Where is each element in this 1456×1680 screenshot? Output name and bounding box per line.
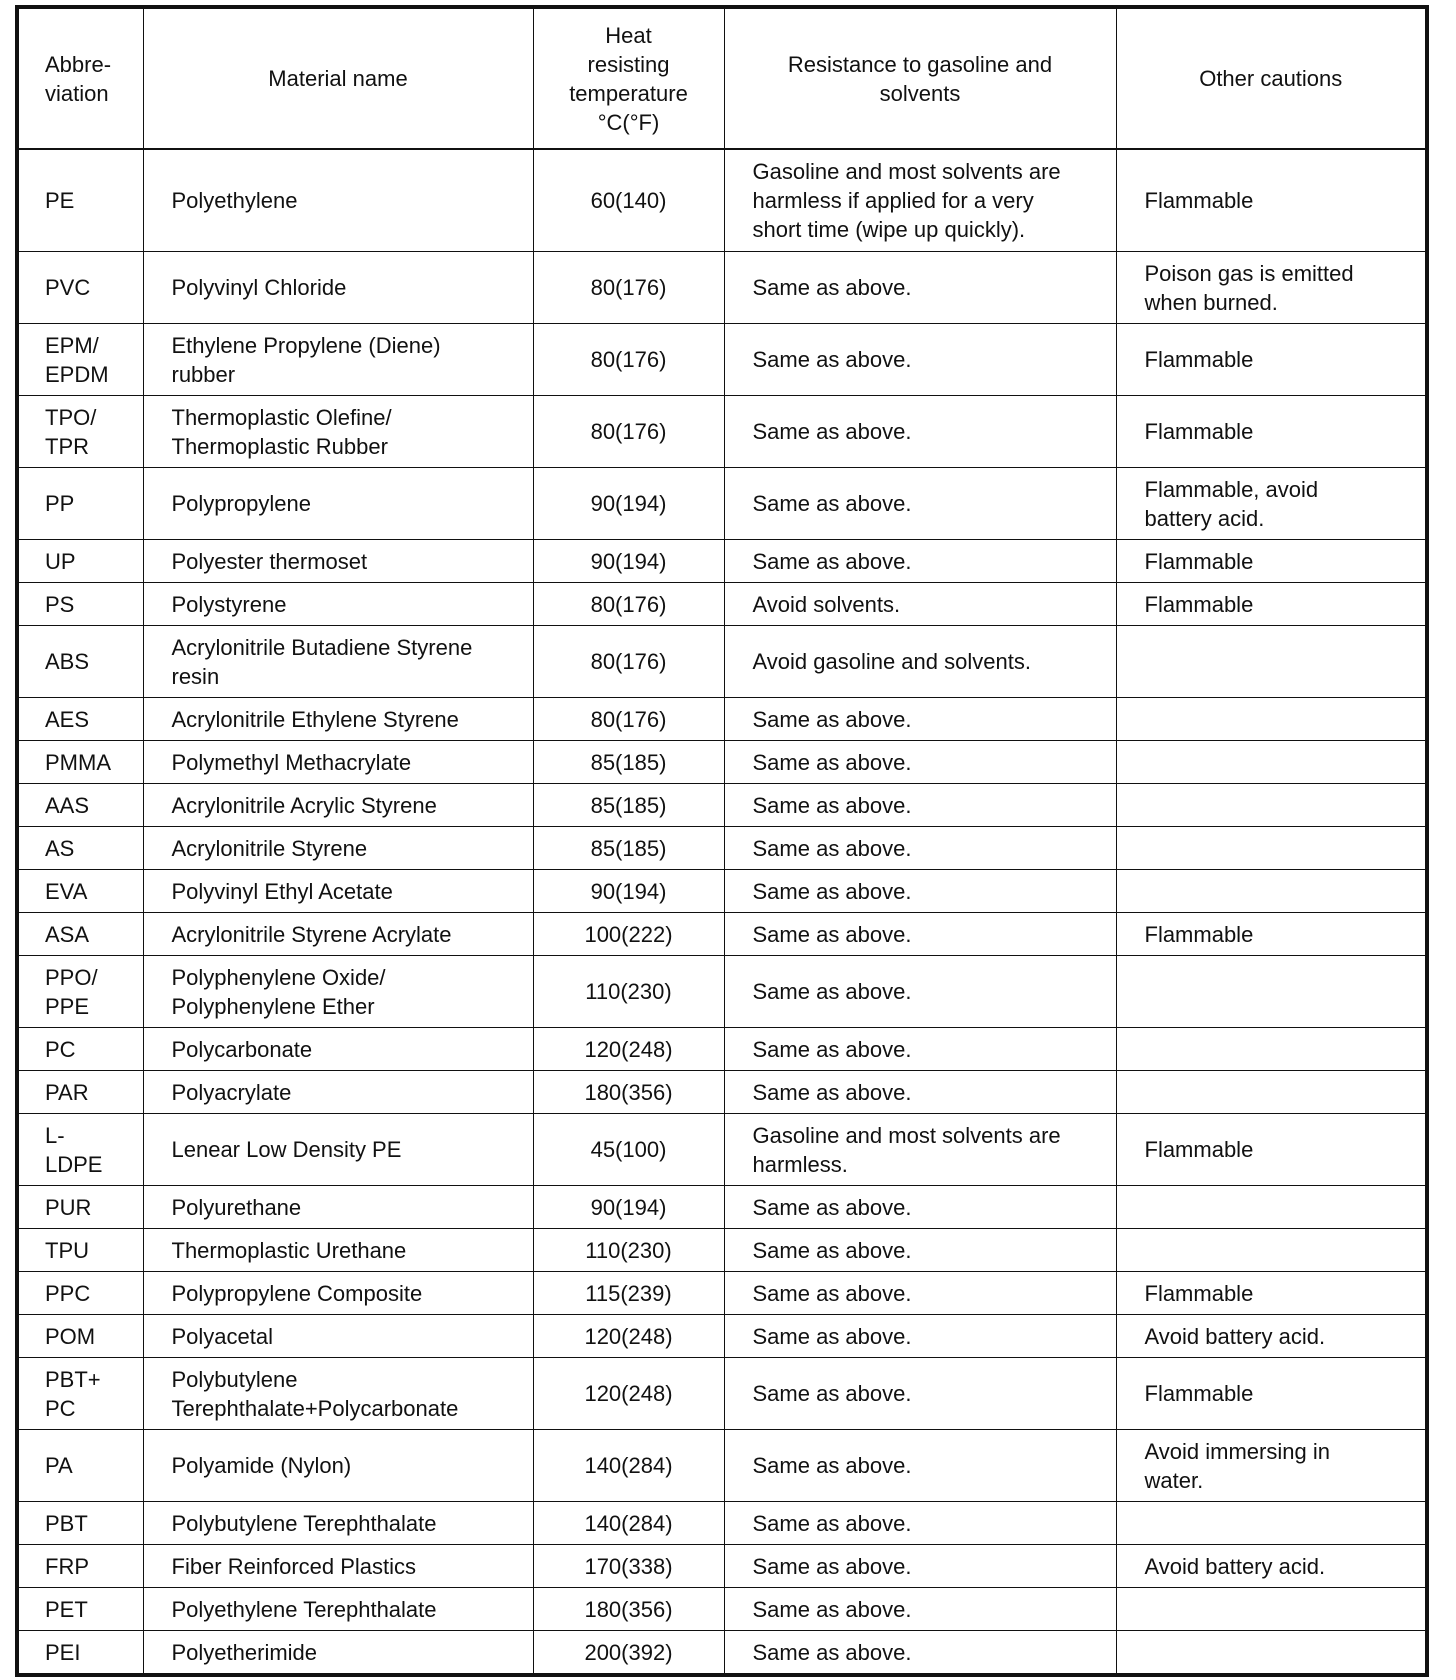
cell-abbreviation: ASA [17, 913, 143, 956]
table-row [17, 1028, 1427, 1071]
cell-material-name: Ethylene Propylene (Diene) rubber [143, 324, 533, 396]
cell-heat-resisting-temperature: 120(248) [533, 1315, 724, 1358]
cell-resistance: Same as above. [724, 1186, 1116, 1229]
cell-resistance: Same as above. [724, 396, 1116, 468]
cell-other-cautions: Flammable [1116, 149, 1427, 252]
cell-resistance: Same as above. [724, 1358, 1116, 1430]
cell-resistance: Same as above. [724, 1588, 1116, 1631]
header-material-name: Material name [143, 7, 533, 149]
cell-heat-resisting-temperature: 85(185) [533, 741, 724, 784]
cell-resistance: Same as above. [724, 827, 1116, 870]
cell-heat-resisting-temperature: 180(356) [533, 1071, 724, 1114]
cell-abbreviation: PAR [17, 1071, 143, 1114]
cell-material-name: Lenear Low Density PE [143, 1114, 533, 1186]
cell-material-name: Acrylonitrile Acrylic Styrene [143, 784, 533, 827]
cell-abbreviation: TPO/ TPR [17, 396, 143, 468]
cell-abbreviation: PS [17, 583, 143, 626]
cell-heat-resisting-temperature: 120(248) [533, 1358, 724, 1430]
cell-other-cautions: Flammable [1116, 396, 1427, 468]
cell-resistance: Gasoline and most solvents are harmless if applied for a very short time (wipe up quickly). [724, 149, 1116, 252]
cell-abbreviation: PBT [17, 1502, 143, 1545]
cell-abbreviation: TPU [17, 1229, 143, 1272]
table-row [17, 784, 1427, 827]
cell-abbreviation: POM [17, 1315, 143, 1358]
table-row [17, 870, 1427, 913]
cell-heat-resisting-temperature: 140(284) [533, 1430, 724, 1502]
cell-resistance: Same as above. [724, 1315, 1116, 1358]
cell-resistance: Same as above. [724, 324, 1116, 396]
cell-resistance: Same as above. [724, 913, 1116, 956]
cell-other-cautions [1116, 956, 1427, 1028]
cell-heat-resisting-temperature: 180(356) [533, 1588, 724, 1631]
cell-material-name: Polyphenylene Oxide/ Polyphenylene Ether [143, 956, 533, 1028]
cell-other-cautions [1116, 1186, 1427, 1229]
table-row [17, 1358, 1427, 1430]
header-row [17, 7, 1427, 149]
cell-resistance: Same as above. [724, 1071, 1116, 1114]
table-row [17, 913, 1427, 956]
header-other-cautions: Other cautions [1116, 7, 1427, 149]
cell-other-cautions: Flammable [1116, 913, 1427, 956]
table-row [17, 827, 1427, 870]
cell-resistance: Avoid gasoline and solvents. [724, 626, 1116, 698]
cell-heat-resisting-temperature: 45(100) [533, 1114, 724, 1186]
cell-other-cautions: Avoid battery acid. [1116, 1315, 1427, 1358]
cell-abbreviation: PVC [17, 252, 143, 324]
cell-other-cautions: Flammable [1116, 540, 1427, 583]
cell-heat-resisting-temperature: 100(222) [533, 913, 724, 956]
table-row [17, 396, 1427, 468]
cell-abbreviation: FRP [17, 1545, 143, 1588]
cell-resistance: Same as above. [724, 784, 1116, 827]
cell-resistance: Same as above. [724, 870, 1116, 913]
cell-material-name: Polystyrene [143, 583, 533, 626]
cell-material-name: Acrylonitrile Butadiene Styrene resin [143, 626, 533, 698]
cell-heat-resisting-temperature: 90(194) [533, 468, 724, 540]
cell-resistance: Same as above. [724, 1631, 1116, 1676]
table-row [17, 468, 1427, 540]
cell-other-cautions: Flammable [1116, 1272, 1427, 1315]
table-row [17, 540, 1427, 583]
cell-abbreviation: ABS [17, 626, 143, 698]
cell-other-cautions: Poison gas is emitted when burned. [1116, 252, 1427, 324]
cell-other-cautions [1116, 1502, 1427, 1545]
cell-other-cautions: Flammable [1116, 324, 1427, 396]
cell-resistance: Same as above. [724, 956, 1116, 1028]
cell-heat-resisting-temperature: 140(284) [533, 1502, 724, 1545]
cell-material-name: Polybutylene Terephthalate [143, 1502, 533, 1545]
cell-resistance: Same as above. [724, 1545, 1116, 1588]
table-row [17, 1272, 1427, 1315]
cell-heat-resisting-temperature: 200(392) [533, 1631, 724, 1676]
cell-heat-resisting-temperature: 110(230) [533, 1229, 724, 1272]
table-row [17, 698, 1427, 741]
cell-heat-resisting-temperature: 80(176) [533, 583, 724, 626]
cell-material-name: Polyvinyl Chloride [143, 252, 533, 324]
table-row [17, 1071, 1427, 1114]
cell-other-cautions [1116, 1071, 1427, 1114]
table-row [17, 626, 1427, 698]
table-row [17, 149, 1427, 252]
cell-other-cautions: Avoid battery acid. [1116, 1545, 1427, 1588]
cell-resistance: Same as above. [724, 1229, 1116, 1272]
cell-heat-resisting-temperature: 120(248) [533, 1028, 724, 1071]
cell-resistance: Same as above. [724, 741, 1116, 784]
cell-other-cautions: Flammable, avoid battery acid. [1116, 468, 1427, 540]
cell-heat-resisting-temperature: 80(176) [533, 252, 724, 324]
cell-other-cautions [1116, 1631, 1427, 1676]
cell-heat-resisting-temperature: 110(230) [533, 956, 724, 1028]
plastic-materials-table [15, 5, 1429, 1677]
cell-resistance: Same as above. [724, 1028, 1116, 1071]
cell-material-name: Polymethyl Methacrylate [143, 741, 533, 784]
cell-resistance: Same as above. [724, 1430, 1116, 1502]
cell-abbreviation: AS [17, 827, 143, 870]
cell-abbreviation: PP [17, 468, 143, 540]
cell-other-cautions [1116, 784, 1427, 827]
cell-resistance: Same as above. [724, 468, 1116, 540]
cell-abbreviation: PPO/ PPE [17, 956, 143, 1028]
cell-heat-resisting-temperature: 60(140) [533, 149, 724, 252]
cell-heat-resisting-temperature: 90(194) [533, 540, 724, 583]
cell-material-name: Polyvinyl Ethyl Acetate [143, 870, 533, 913]
header-heat-resisting-temperature: Heat resisting temperature °C(°F) [533, 7, 724, 149]
cell-material-name: Polyacrylate [143, 1071, 533, 1114]
cell-material-name: Polyethylene [143, 149, 533, 252]
cell-material-name: Polyurethane [143, 1186, 533, 1229]
cell-material-name: Thermoplastic Olefine/ Thermoplastic Rubber [143, 396, 533, 468]
table-row [17, 956, 1427, 1028]
table-row [17, 583, 1427, 626]
cell-abbreviation: PUR [17, 1186, 143, 1229]
table-row [17, 324, 1427, 396]
table-row [17, 1114, 1427, 1186]
cell-abbreviation: PC [17, 1028, 143, 1071]
cell-material-name: Polypropylene Composite [143, 1272, 533, 1315]
cell-abbreviation: AAS [17, 784, 143, 827]
cell-heat-resisting-temperature: 90(194) [533, 870, 724, 913]
table-row [17, 741, 1427, 784]
cell-heat-resisting-temperature: 80(176) [533, 698, 724, 741]
cell-abbreviation: PBT+ PC [17, 1358, 143, 1430]
cell-abbreviation: EVA [17, 870, 143, 913]
cell-material-name: Thermoplastic Urethane [143, 1229, 533, 1272]
cell-material-name: Polypropylene [143, 468, 533, 540]
cell-other-cautions: Flammable [1116, 583, 1427, 626]
cell-resistance: Same as above. [724, 1272, 1116, 1315]
cell-material-name: Acrylonitrile Ethylene Styrene [143, 698, 533, 741]
cell-resistance: Same as above. [724, 252, 1116, 324]
cell-abbreviation: AES [17, 698, 143, 741]
cell-material-name: Polyacetal [143, 1315, 533, 1358]
table-row [17, 1186, 1427, 1229]
cell-heat-resisting-temperature: 80(176) [533, 324, 724, 396]
table-row [17, 1545, 1427, 1588]
cell-other-cautions [1116, 1028, 1427, 1071]
cell-resistance: Same as above. [724, 698, 1116, 741]
cell-other-cautions [1116, 870, 1427, 913]
cell-heat-resisting-temperature: 90(194) [533, 1186, 724, 1229]
header-resistance-to-gasoline: Resistance to gasoline and solvents [724, 7, 1116, 149]
cell-other-cautions [1116, 827, 1427, 870]
cell-other-cautions: Flammable [1116, 1114, 1427, 1186]
table-row [17, 1588, 1427, 1631]
cell-abbreviation: PA [17, 1430, 143, 1502]
cell-material-name: Acrylonitrile Styrene [143, 827, 533, 870]
cell-heat-resisting-temperature: 170(338) [533, 1545, 724, 1588]
table-body [17, 149, 1427, 1675]
cell-material-name: Acrylonitrile Styrene Acrylate [143, 913, 533, 956]
table-row [17, 1229, 1427, 1272]
cell-heat-resisting-temperature: 80(176) [533, 626, 724, 698]
cell-heat-resisting-temperature: 80(176) [533, 396, 724, 468]
table-row [17, 1315, 1427, 1358]
cell-heat-resisting-temperature: 85(185) [533, 784, 724, 827]
table-row [17, 252, 1427, 324]
cell-other-cautions [1116, 1229, 1427, 1272]
cell-material-name: Polyethylene Terephthalate [143, 1588, 533, 1631]
cell-heat-resisting-temperature: 115(239) [533, 1272, 724, 1315]
cell-abbreviation: PEI [17, 1631, 143, 1676]
plastics-table-container [15, 5, 1429, 1677]
cell-abbreviation: EPM/ EPDM [17, 324, 143, 396]
table-row [17, 1430, 1427, 1502]
cell-other-cautions: Flammable [1116, 1358, 1427, 1430]
cell-abbreviation: PET [17, 1588, 143, 1631]
cell-material-name: Polyetherimide [143, 1631, 533, 1676]
cell-abbreviation: PMMA [17, 741, 143, 784]
cell-resistance: Same as above. [724, 540, 1116, 583]
cell-other-cautions: Avoid immersing in water. [1116, 1430, 1427, 1502]
cell-heat-resisting-temperature: 85(185) [533, 827, 724, 870]
cell-material-name: Fiber Reinforced Plastics [143, 1545, 533, 1588]
cell-other-cautions [1116, 626, 1427, 698]
cell-material-name: Polyester thermoset [143, 540, 533, 583]
cell-other-cautions [1116, 741, 1427, 784]
header-abbreviation: Abbre- viation [17, 7, 143, 149]
cell-abbreviation: UP [17, 540, 143, 583]
cell-other-cautions [1116, 1588, 1427, 1631]
cell-material-name: Polycarbonate [143, 1028, 533, 1071]
cell-abbreviation: L- LDPE [17, 1114, 143, 1186]
cell-material-name: Polybutylene Terephthalate+Polycarbonate [143, 1358, 533, 1430]
cell-resistance: Gasoline and most solvents are harmless. [724, 1114, 1116, 1186]
table-row [17, 1502, 1427, 1545]
table-row [17, 1631, 1427, 1676]
cell-resistance: Avoid solvents. [724, 583, 1116, 626]
cell-abbreviation: PPC [17, 1272, 143, 1315]
cell-other-cautions [1116, 698, 1427, 741]
cell-abbreviation: PE [17, 149, 143, 252]
cell-material-name: Polyamide (Nylon) [143, 1430, 533, 1502]
cell-resistance: Same as above. [724, 1502, 1116, 1545]
